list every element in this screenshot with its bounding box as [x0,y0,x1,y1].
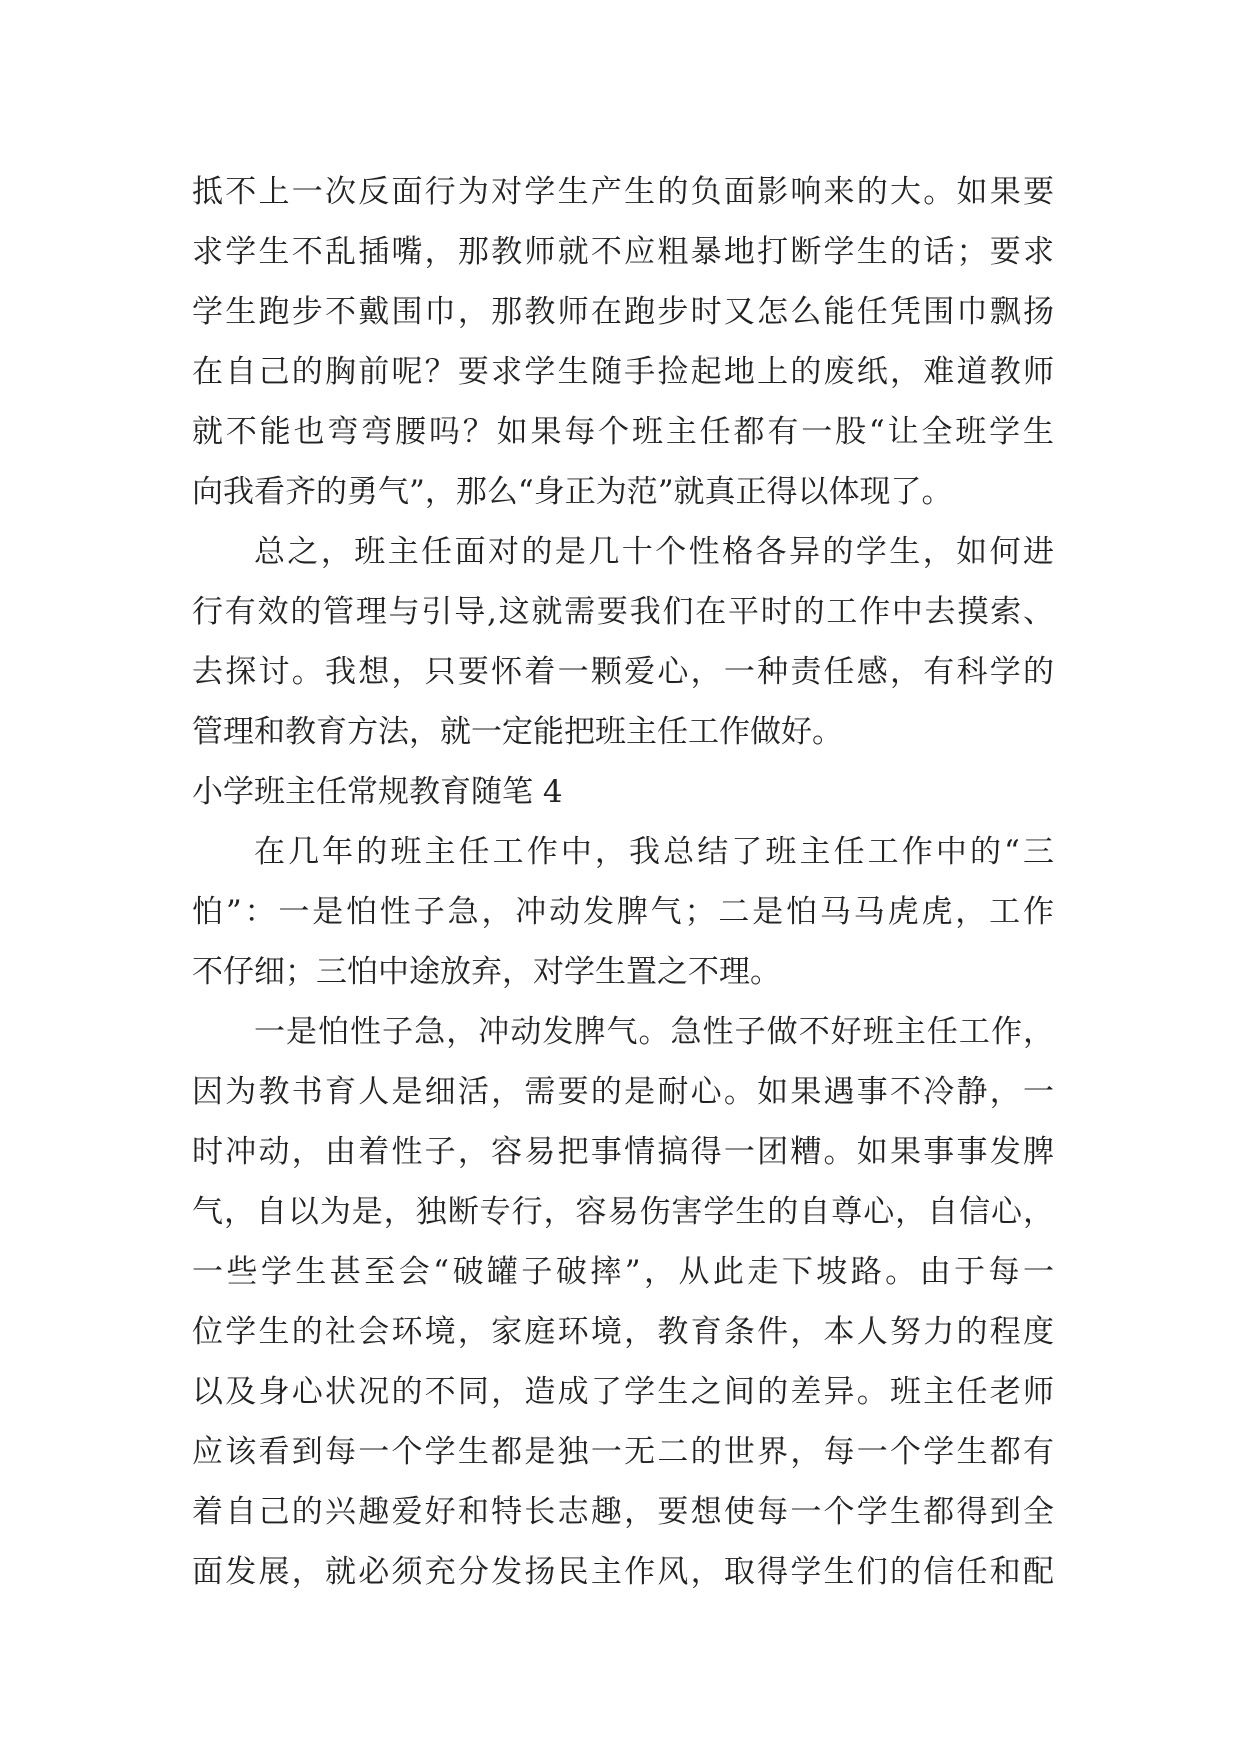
text-line: 管理和教育方法，就一定能把班主任工作做好。 [192,714,843,750]
section-heading: 小学班主任常规教育随笔 4 [192,774,563,810]
text-line: 就不能也弯弯腰吗？如果每个班主任都有一股“让全班学生 [192,414,1054,450]
text-line: 应该看到每一个学生都是独一无二的世界，每一个学生都有 [192,1434,1054,1470]
text-line: 一是怕性子急，冲动发脾气。急性子做不好班主任工作， [254,1014,1054,1050]
document-body [192,162,1054,1602]
text-line: 以及身心状况的不同，造成了学生之间的差异。班主任老师 [192,1374,1054,1410]
paragraph-2 [192,522,1054,762]
text-line: 求学生不乱插嘴，那教师就不应粗暴地打断学生的话；要求 [192,234,1054,270]
text-line: 不仔细；三怕中途放弃，对学生置之不理。 [192,954,781,990]
paragraph-4 [192,1002,1054,1602]
text-line: 着自己的兴趣爱好和特长志趣，要想使每一个学生都得到全 [192,1494,1054,1530]
text-line: 因为教书育人是细活，需要的是耐心。如果遇事不冷静，一 [192,1074,1054,1110]
text-line: 怕”：一是怕性子急，冲动发脾气；二是怕马马虎虎，工作 [192,894,1054,930]
text-line: 抵不上一次反面行为对学生产生的负面影响来的大。如果要 [192,174,1054,210]
text-line: 面发展，就必须充分发扬民主作风，取得学生们的信任和配 [192,1554,1054,1590]
text-line: 在几年的班主任工作中，我总结了班主任工作中的“三 [254,834,1054,870]
text-line: 位学生的社会环境，家庭环境，教育条件，本人努力的程度 [192,1314,1054,1350]
text-line: 气，自以为是，独断专行，容易伤害学生的自尊心，自信心， [192,1194,1054,1230]
text-line: 时冲动，由着性子，容易把事情搞得一团糟。如果事事发脾 [192,1134,1054,1170]
text-line: 向我看齐的勇气”，那么“身正为范”就真正得以体现了。 [192,474,953,510]
text-line: 一些学生甚至会“破罐子破摔”，从此走下坡路。由于每一 [192,1254,1054,1290]
text-line: 学生跑步不戴围巾，那教师在跑步时又怎么能任凭围巾飘扬 [192,294,1054,330]
text-line: 去探讨。我想，只要怀着一颗爱心，一种责任感，有科学的 [192,654,1054,690]
paragraph-3 [192,822,1054,1002]
text-line: 总之，班主任面对的是几十个性格各异的学生，如何进 [254,534,1054,570]
text-line: 行有效的管理与引导,这就需要我们在平时的工作中去摸索、 [192,594,1054,630]
text-line: 在自己的胸前呢？要求学生随手捡起地上的废纸，难道教师 [192,354,1054,390]
paragraph-1 [192,162,1054,522]
